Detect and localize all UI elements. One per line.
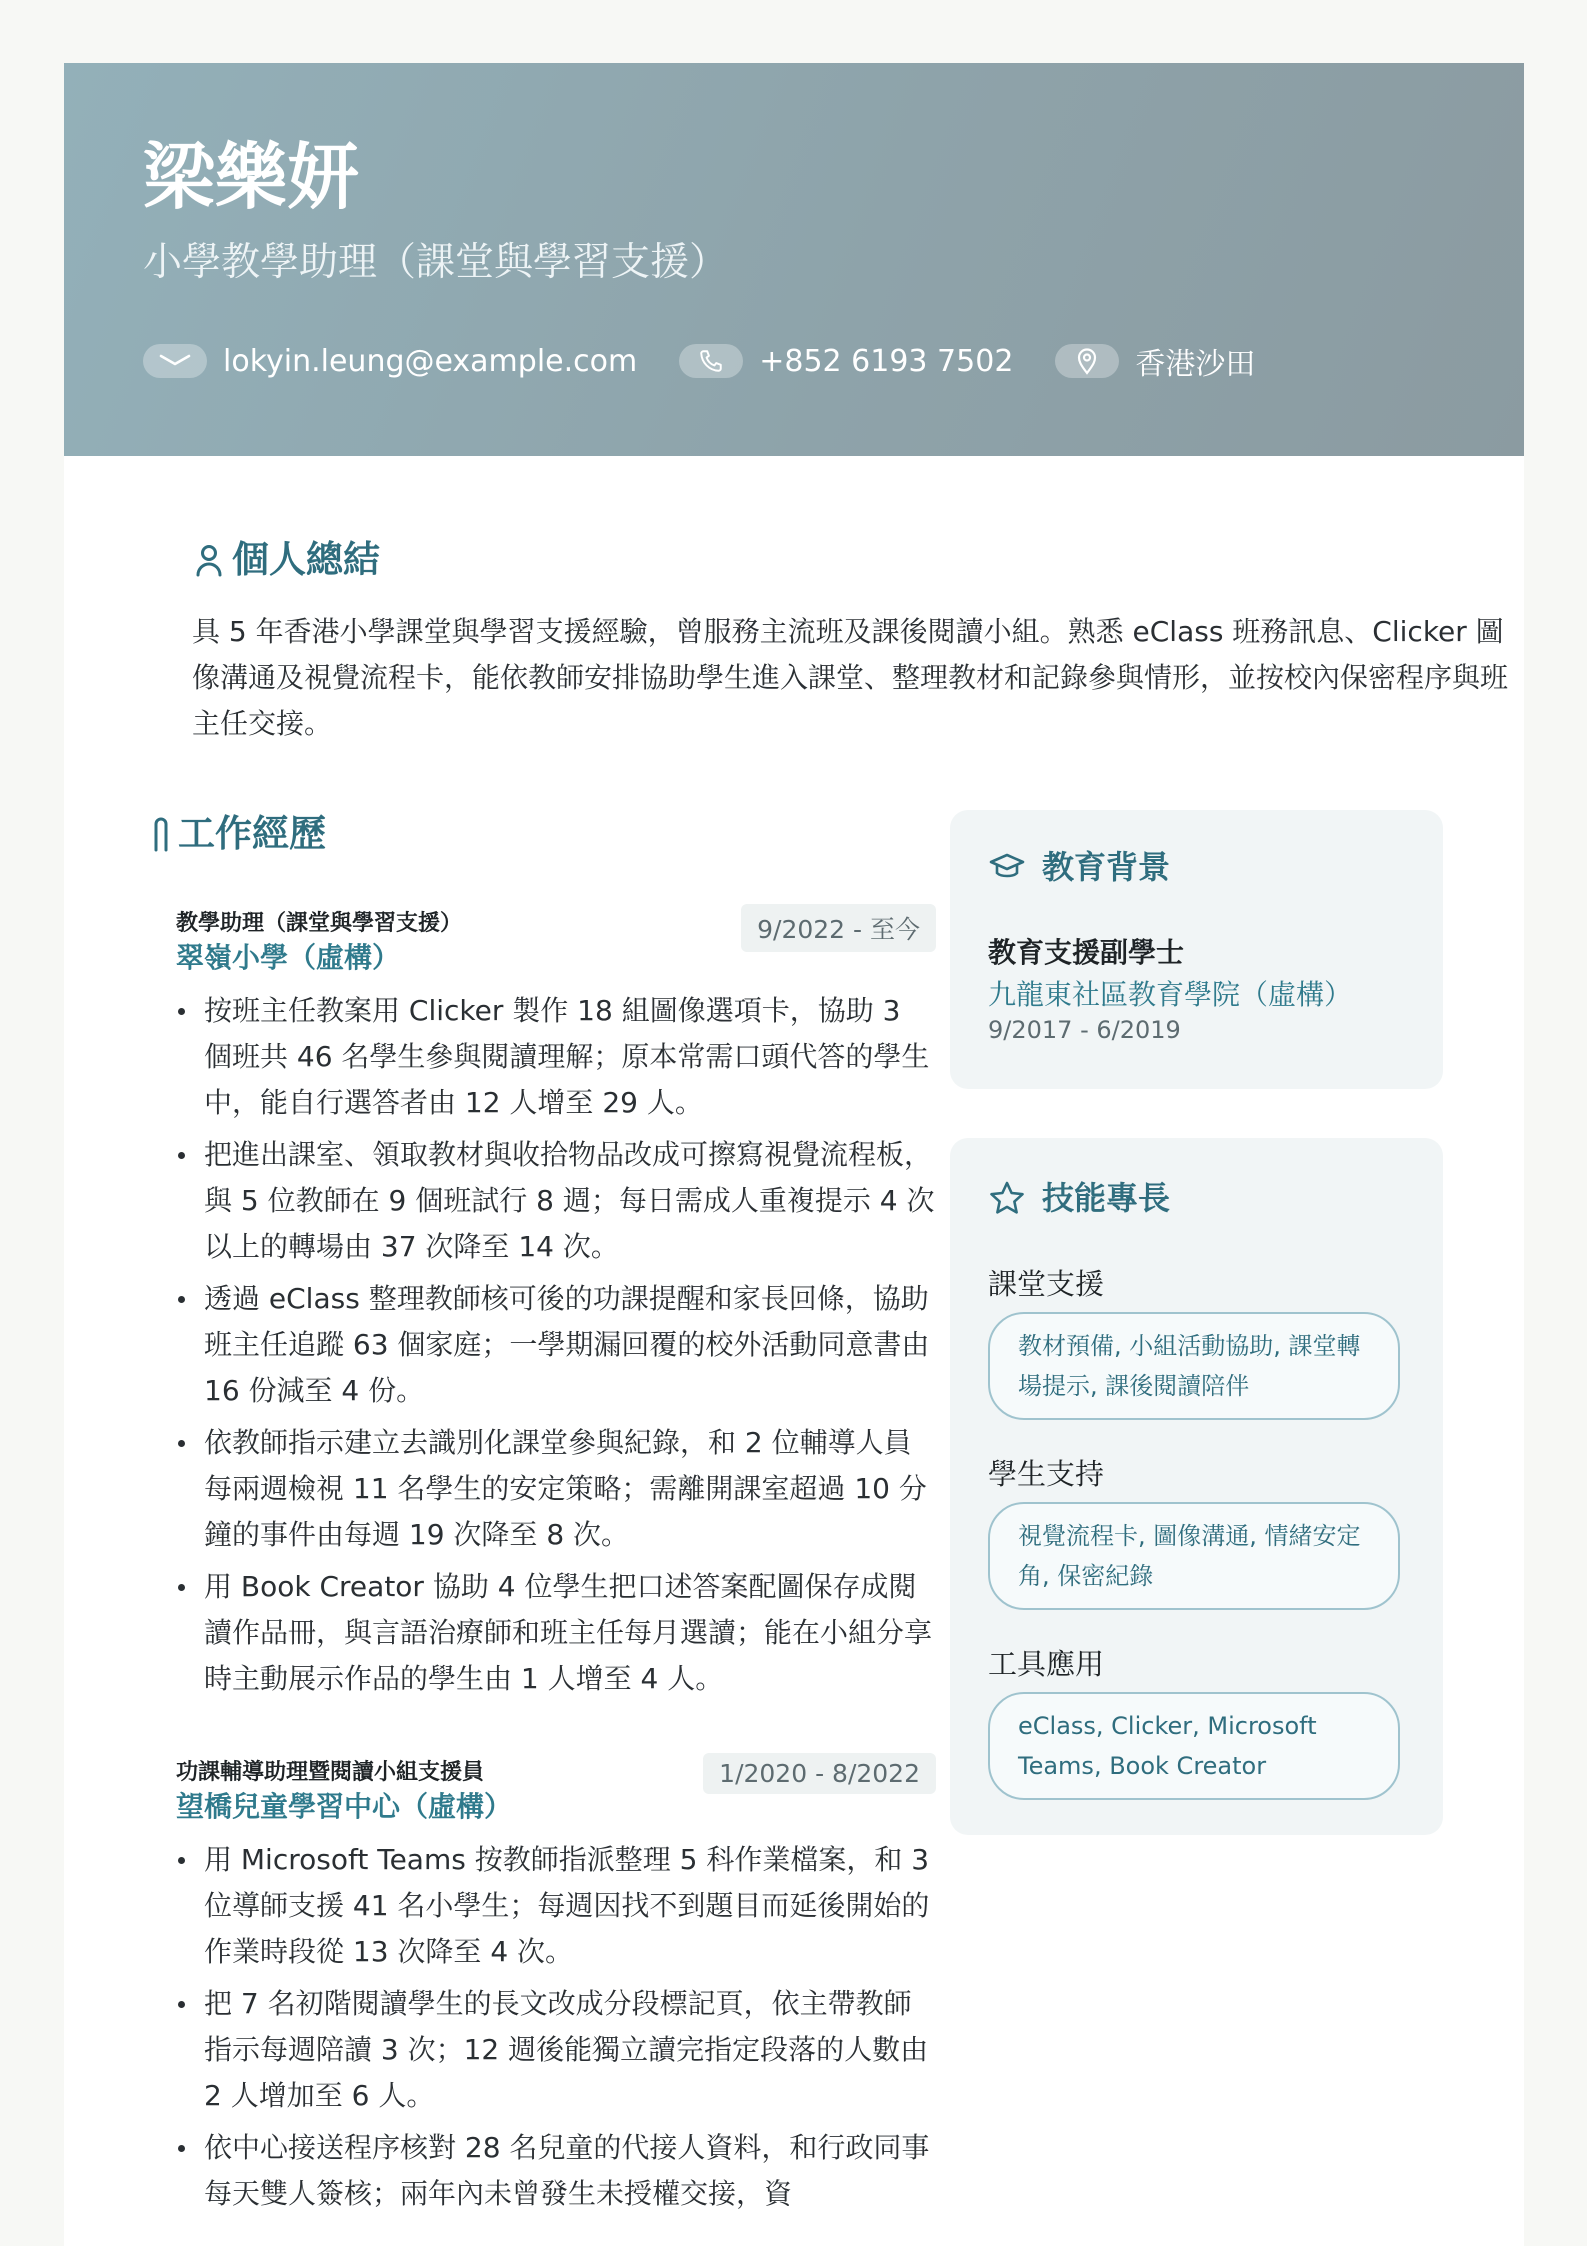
contact-phone[interactable]	[679, 344, 1013, 379]
job-bullets	[176, 1837, 936, 2217]
education-degree: 教育支援副學士	[988, 936, 1185, 969]
contact-email[interactable]	[143, 344, 637, 379]
contact-location-text: 香港沙田	[1135, 347, 1256, 382]
job-organization: 翠嶺小學（虛構）	[176, 941, 401, 974]
contact-email-text: lokyin.leung@example.com	[223, 343, 638, 379]
job-bullets	[176, 988, 936, 1702]
skill-tags: eClass, Clicker, Microsoft Teams, Book Creator	[988, 1692, 1400, 1800]
phone-icon	[679, 344, 743, 378]
education-period: 9/2017 - 6/2019	[988, 1016, 1181, 1044]
skill-tags: 視覺流程卡, 圖像溝通, 情緒安定角, 保密紀錄	[988, 1502, 1400, 1610]
experience-heading	[152, 812, 326, 855]
resume-header	[64, 63, 1524, 456]
education-title: 教育背景	[1042, 848, 1171, 886]
contact-location	[1055, 339, 1255, 383]
person-icon	[194, 542, 224, 578]
education-heading	[988, 848, 1171, 886]
job-bullet: 依教師指示建立去識別化課堂參與紀錄，和 2 位輔導人員每兩週檢視 11 名學生的安定策略；需離開課室超過 10 分鐘的事件由每週 19 次降至 8 次。	[176, 1420, 936, 1558]
job-date-badge: 1/2020 - 8/2022	[703, 1753, 936, 1794]
job-entry	[176, 1755, 936, 2223]
skill-tags: 教材預備, 小組活動協助, 課堂轉場提示, 課後閱讀陪伴	[988, 1312, 1400, 1420]
contact-list	[143, 336, 1297, 386]
job-bullet: 用 Book Creator 協助 4 位學生把口述答案配圖保存成閱讀作品冊，與言語治療師和班主任每月選讀；能在小組分享時主動展示作品的學生由 1 人增至 4 人。	[176, 1564, 936, 1702]
resume-page	[64, 63, 1524, 2246]
job-title: 教學助理（課堂與學習支援）	[176, 911, 463, 936]
skill-category: 工具應用	[988, 1647, 1105, 1681]
summary-title: 個人總結	[232, 538, 380, 581]
briefcase-icon	[152, 816, 170, 852]
candidate-role: 小學教學助理（課堂與學習支援）	[143, 240, 729, 285]
job-bullet: 用 Microsoft Teams 按教師指派整理 5 科作業檔案，和 3 位導師支援 41 名小學生；每週因找不到題目而延後開始的作業時段從 13 次降至 4 次。	[176, 1837, 936, 1975]
job-organization: 望橋兒童學習中心（虛構）	[176, 1790, 513, 1823]
skill-category: 學生支持	[988, 1457, 1105, 1491]
location-pin-icon	[1055, 344, 1119, 378]
mail-icon	[143, 344, 207, 378]
candidate-name: 梁樂妍	[143, 135, 360, 219]
skills-heading	[988, 1180, 1170, 1216]
skills-card	[950, 1138, 1443, 1835]
job-bullet: 透過 eClass 整理教師核可後的功課提醒和家長回條，協助班主任追蹤 63 個家庭；一學期漏回覆的校外活動同意書由 16 份減至 4 份。	[176, 1276, 936, 1414]
experience-title: 工作經歷	[178, 812, 326, 855]
education-school: 九龍東社區教育學院（虛構）	[988, 978, 1353, 1011]
job-date-badge: 9/2022 - 至今	[741, 904, 936, 952]
star-icon	[988, 1180, 1026, 1216]
job-bullet: 把進出課室、領取教材與收拾物品改成可擦寫視覺流程板，與 5 位教師在 9 個班試行 8 週；每日需成人重複提示 4 次以上的轉場由 37 次降至 14 次。	[176, 1132, 936, 1270]
job-bullet: 把 7 名初階閱讀學生的長文改成分段標記頁，依主帶教師指示每週陪讀 3 次；12 週後能獨立讀完指定段落的人數由 2 人增加至 6 人。	[176, 1981, 936, 2119]
summary-text: 具 5 年香港小學課堂與學習支援經驗，曾服務主流班及課後閱讀小組。熟悉 eClass 班務訊息、Clicker 圖像溝通及視覺流程卡，能依教師安排協助學生進入課堂、整理教材和記錄參與情形，並按校內保密程序與班主任交接。	[192, 615, 1509, 740]
contact-phone-text: +852 6193 7502	[759, 343, 1014, 379]
graduation-cap-icon	[988, 851, 1026, 883]
education-card	[950, 810, 1443, 1089]
skill-category: 課堂支援	[988, 1267, 1105, 1301]
job-entry	[176, 906, 936, 1708]
job-bullet: 依中心接送程序核對 28 名兒童的代接人資料，和行政同事每天雙人簽核；兩年內未曾發生未授權交接，資	[176, 2125, 936, 2217]
summary-heading	[194, 538, 380, 581]
job-title: 功課輔導助理暨閱讀小組支援員	[176, 1760, 485, 1785]
skills-title: 技能專長	[1042, 1179, 1171, 1217]
job-bullet: 按班主任教案用 Clicker 製作 18 組圖像選項卡，協助 3 個班共 46 名學生參與閱讀理解；原本常需口頭代答的學生中，能自行選答者由 12 人增至 29 人。	[176, 988, 936, 1126]
